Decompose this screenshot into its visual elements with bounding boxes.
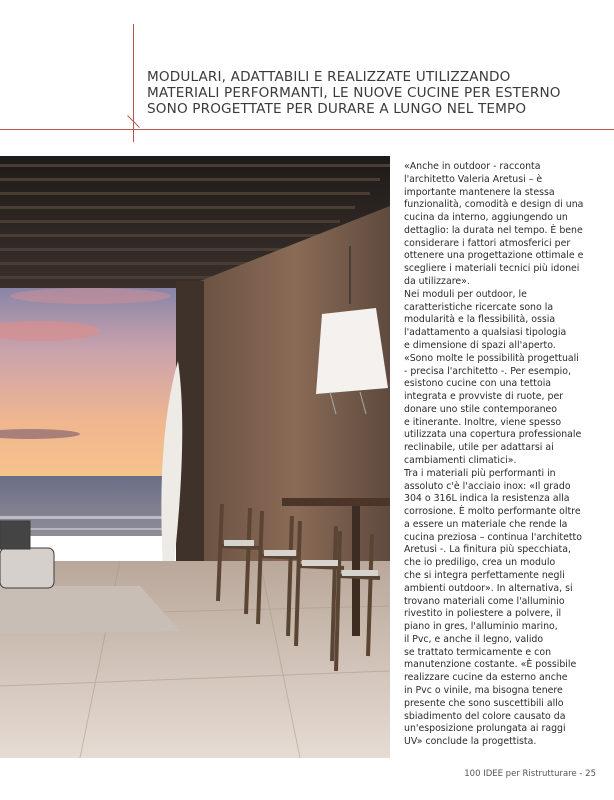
body-line: integrata e provviste di ruote, per xyxy=(404,391,564,403)
page-footer: 100 IDEE per Ristrutturare - 25 xyxy=(464,769,596,779)
headline-line: MODULARI, ADATTABILI E REALIZZATE UTILIZZANDO xyxy=(147,69,511,85)
body-line: manutenzione costante. «È possibile xyxy=(404,659,577,671)
body-line: modularità e la flessibilità, ossia xyxy=(404,314,556,326)
headline-line: MATERIALI PERFORMANTI, LE NUOVE CUCINE PER ESTERNO xyxy=(147,85,561,101)
body-line: l'architetto Valeria Aretusi – è xyxy=(404,173,543,185)
body-line: funzionalità, comodità e design di una xyxy=(404,199,584,211)
body-line: esistono cucine con una tettoia xyxy=(404,378,552,390)
accent-horizontal-line xyxy=(0,129,614,130)
body-line: assoluto c'è l'acciaio inox: «Il grado xyxy=(404,480,571,492)
body-line: in Pvc o vinile, ma bisogna tenere xyxy=(404,685,563,697)
body-line: da utilizzare». xyxy=(404,276,470,288)
body-line: ottenere una progettazione ottimale e xyxy=(404,250,584,262)
body-line: rivestito in poliestere a polvere, il xyxy=(404,608,562,620)
outdoor-kitchen-photo xyxy=(0,156,390,758)
body-line: e dimensione di spazi all'aperto. xyxy=(404,339,556,351)
body-line: che si integra perfettamente negli xyxy=(404,570,565,581)
body-line: importante mantenere la stessa xyxy=(404,186,555,198)
body-line: reclinabile, utile per adattarsi ai xyxy=(404,442,554,454)
body-line: UV» conclude la progettista. xyxy=(404,736,537,748)
body-line: cambiamenti climatici». xyxy=(404,454,517,466)
body-line: «Anche in outdoor - racconta xyxy=(404,161,541,172)
body-line: trovano materiali come l'alluminio xyxy=(404,595,565,607)
body-line: l'adattamento a qualsiasi tipologia xyxy=(404,327,567,339)
accent-vertical-line xyxy=(133,24,134,142)
body-line: cucina preziosa – continua l'architetto xyxy=(404,531,582,543)
headline-line: SONO PROGETTATE PER DURARE A LUNGO NEL TEMPO xyxy=(147,101,527,117)
body-line: - precisa l'architetto -. Per esempio, xyxy=(404,365,571,377)
body-line: considerare i fattori atmosferici per xyxy=(404,237,571,249)
body-line: sbiadimento del colore causato da xyxy=(404,710,566,722)
body-line: e itinerante. Inoltre, viene spesso xyxy=(404,416,562,428)
body-line: caratteristiche ricercate sono la xyxy=(404,301,554,313)
body-line: donare uno stile contemporaneo xyxy=(404,403,558,415)
body-line: scegliere i materiali tecnici più idonei xyxy=(404,263,580,275)
body-line: presente che sono suscettibili allo xyxy=(404,697,564,709)
body-line: ambienti outdoor». In alternativa, si xyxy=(404,582,573,594)
body-line: corrosione. È molto performante oltre xyxy=(404,506,581,518)
body-line: Aretusi -. La finitura più specchiata, xyxy=(404,544,571,556)
body-line: 304 o 316L indica la resistenza alla xyxy=(404,493,570,505)
body-line: un'esposizione prolungata ai raggi xyxy=(404,723,566,735)
body-line: Tra i materiali più performanti in xyxy=(404,467,556,479)
body-line: dettaglio: la durata nel tempo. È bene xyxy=(404,224,583,236)
headline xyxy=(147,69,587,117)
body-line: realizzare cucine da esterno anche xyxy=(404,672,568,684)
body-line: che io prediligo, crea un modulo xyxy=(404,557,556,569)
body-line: utilizzata una copertura professionale xyxy=(404,429,582,441)
body-line: piano in gres, l'alluminio marino, xyxy=(404,621,558,633)
body-line: a essere un materiale che rende la xyxy=(404,518,568,530)
body-line: se trattato termicamente e con xyxy=(404,646,552,658)
body-line: «Sono molte le possibilità progettuali xyxy=(404,352,579,364)
body-line: cucina da interno, aggiungendo un xyxy=(404,212,568,224)
article-body xyxy=(404,161,604,749)
body-line: il Pvc, e anche il legno, valido xyxy=(404,633,544,645)
body-line: Nei moduli per outdoor, le xyxy=(404,288,527,300)
